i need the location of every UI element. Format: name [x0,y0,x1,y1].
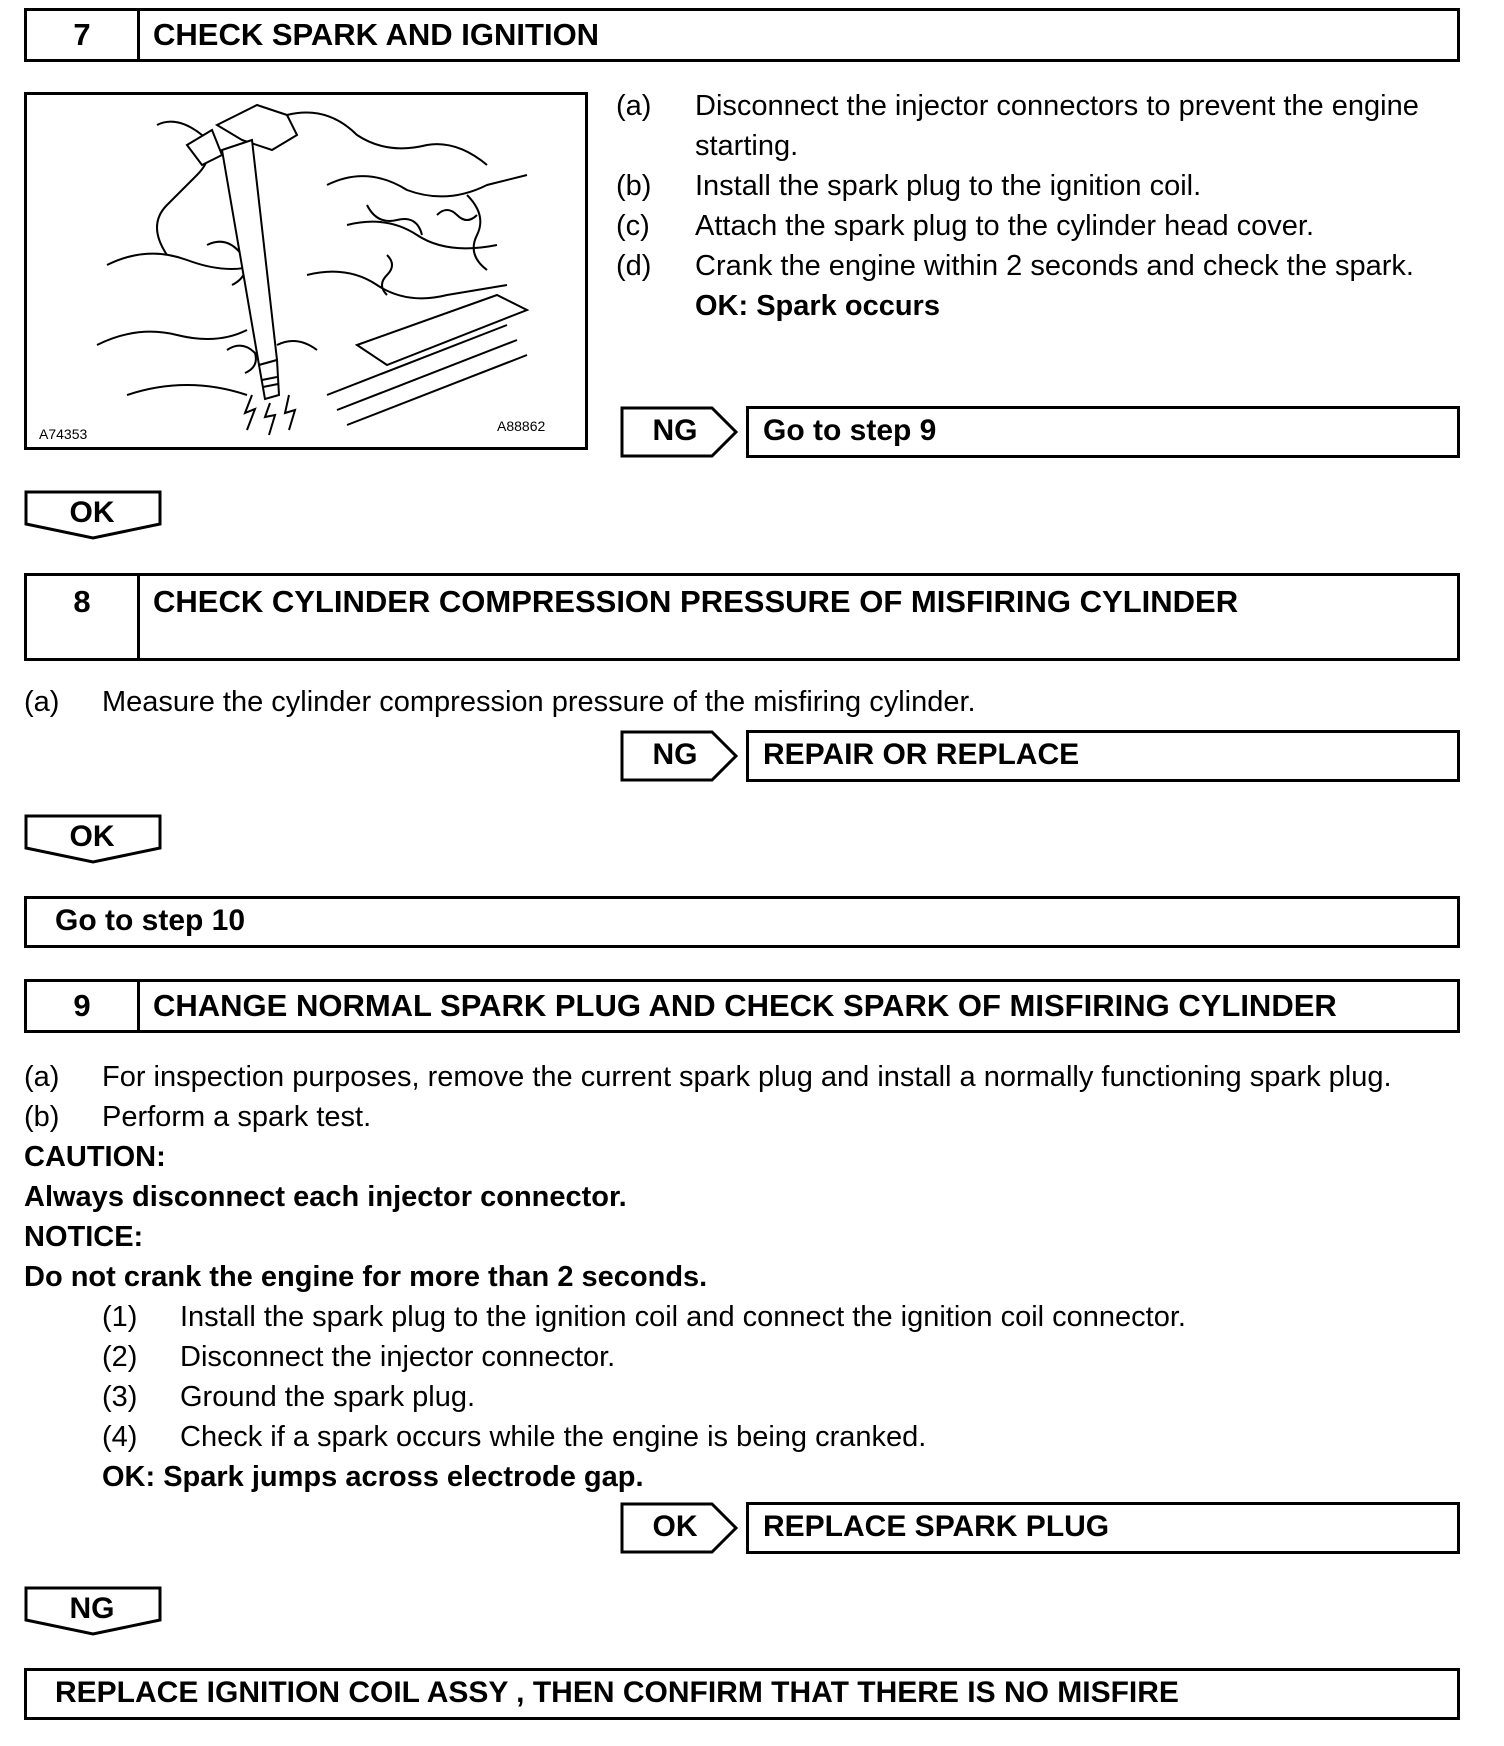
ignition-coil-drawing [27,95,585,447]
substep-text: Ground the spark plug. [180,1381,476,1413]
substep-label: (1) [102,1301,138,1333]
branch-label: OK [652,1510,698,1543]
spark-plug-illustration [24,92,588,450]
substep-label: (3) [102,1381,138,1413]
continue-label: OK [69,820,115,853]
item-text: Attach the spark plug to the cylinder head cover. [695,210,1315,242]
figure-code-right: A88862 [497,418,546,434]
ok-condition: OK: Spark jumps across electrode gap. [102,1461,644,1493]
item-label: (a) [24,686,60,718]
substep-label: (4) [102,1421,138,1453]
notice-text: Do not crank the engine for more than 2 seconds. [24,1261,708,1293]
continue-label: OK [69,496,115,529]
step-8-header [24,573,1460,661]
branch-result-text: REPAIR OR REPLACE [763,738,1080,771]
branch-result [746,406,1460,458]
step-header-divider [137,982,140,1030]
item-text: starting. [695,130,799,162]
step-9-header [24,979,1460,1033]
ok-condition: OK: Spark occurs [695,290,940,322]
continue-label: NG [69,1592,115,1625]
caution-heading: CAUTION: [24,1141,166,1173]
step-header-divider [137,11,140,59]
step-7-number: 7 [73,17,91,52]
branch-result [746,1502,1460,1554]
step-7-title: CHECK SPARK AND IGNITION [153,17,600,52]
caution-text: Always disconnect each injector connector. [24,1181,627,1213]
final-action-box [24,1668,1460,1720]
notice-heading: NOTICE: [24,1221,144,1253]
step-8-number: 8 [73,584,91,619]
item-label: (b) [24,1101,60,1133]
step-7-header [24,8,1460,62]
goto-step-text: Go to step 10 [55,904,246,937]
ok-continue-arrow [24,490,164,542]
ng-branch-tag [620,406,740,458]
figure-code-left: A74353 [39,426,88,442]
item-text: For inspection purposes, remove the current spark plug and install a normally functioning spark plug. [102,1061,1392,1093]
branch-label: NG [652,414,698,447]
item-label: (c) [616,210,650,242]
item-text: Measure the cylinder compression pressure of the misfiring cylinder. [102,686,976,718]
goto-step-box [24,896,1460,948]
item-text: Disconnect the injector connectors to prevent the engine [695,90,1419,122]
item-label: (d) [616,250,652,282]
substep-text: Install the spark plug to the ignition coil and connect the ignition coil connector. [180,1301,1186,1333]
ng-branch-tag [620,730,740,782]
step-9-number: 9 [73,988,91,1023]
final-action-text: REPLACE IGNITION COIL ASSY , THEN CONFIRM THAT THERE IS NO MISFIRE [55,1676,1179,1709]
substep-label: (2) [102,1341,138,1373]
substep-text: Disconnect the injector connector. [180,1341,616,1373]
item-text: Crank the engine within 2 seconds and check the spark. [695,250,1414,282]
branch-result-text: Go to step 9 [763,414,937,447]
item-label: (a) [616,90,652,122]
item-label: (b) [616,170,652,202]
step-8-title: CHECK CYLINDER COMPRESSION PRESSURE OF MISFIRING CYLINDER [153,584,1239,619]
item-text: Install the spark plug to the ignition coil. [695,170,1202,202]
item-text: Perform a spark test. [102,1101,372,1133]
ng-continue-arrow [24,1586,164,1638]
ok-branch-tag [620,1502,740,1554]
ok-continue-arrow [24,814,164,866]
branch-label: NG [652,738,698,771]
branch-result [746,730,1460,782]
step-header-divider [137,576,140,658]
step-9-title: CHANGE NORMAL SPARK PLUG AND CHECK SPARK OF MISFIRING CYLINDER [153,988,1337,1023]
substep-text: Check if a spark occurs while the engine is being cranked. [180,1421,927,1453]
item-label: (a) [24,1061,60,1093]
branch-result-text: REPLACE SPARK PLUG [763,1510,1110,1543]
